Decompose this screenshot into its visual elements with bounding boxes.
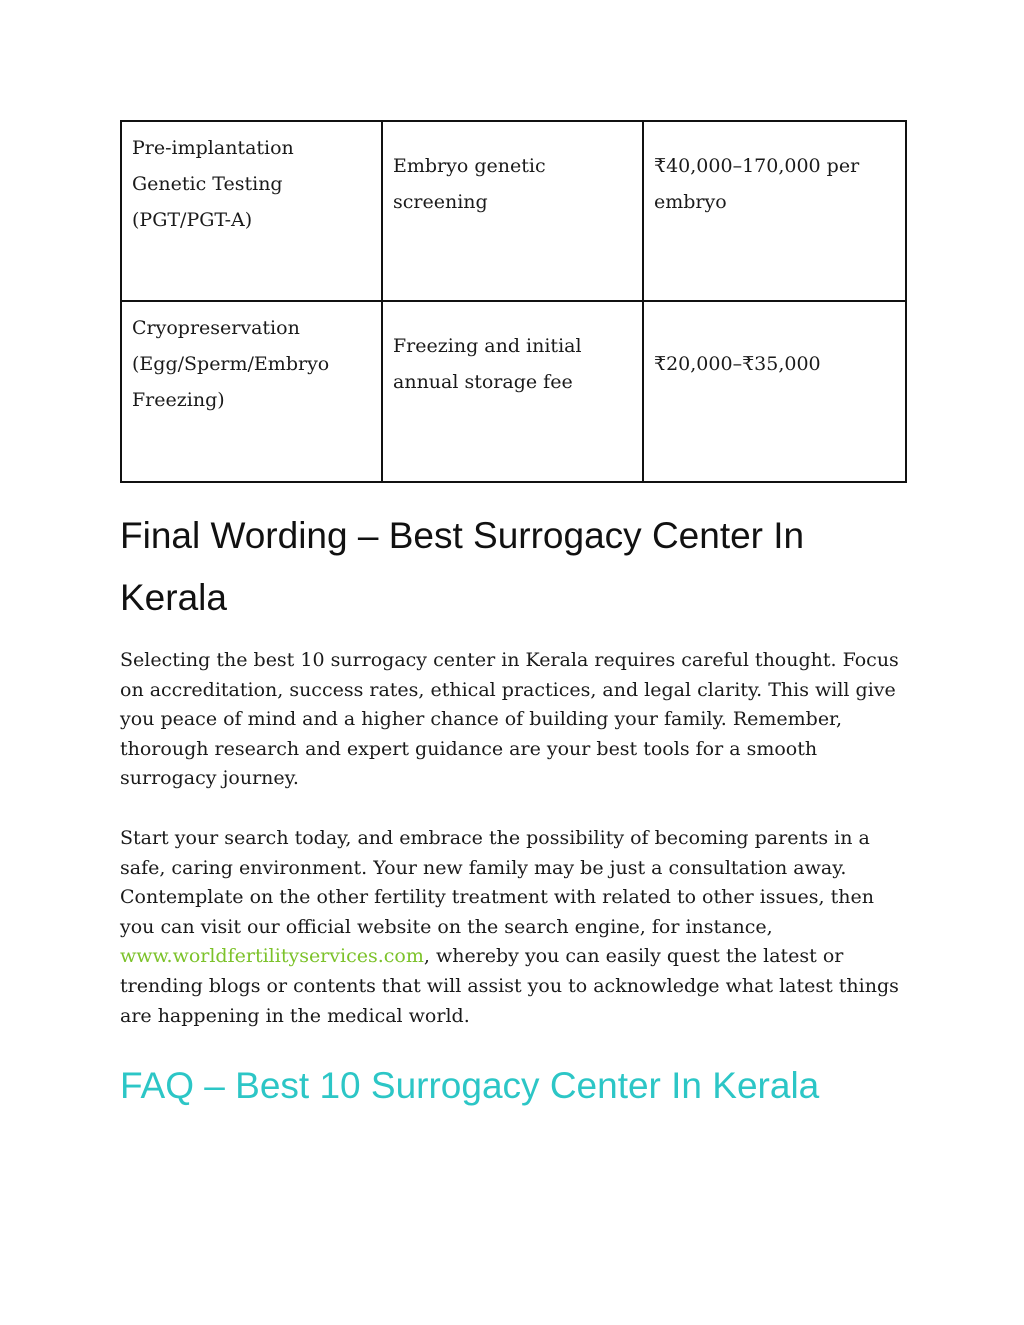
description-cell: Embryo genetic screening — [382, 121, 643, 301]
cost-cell: ₹20,000–₹35,000 — [643, 301, 906, 482]
website-link[interactable]: www.worldfertilityservices.com — [120, 945, 424, 968]
treatment-cell: Cryopreservation (Egg/Sperm/Embryo Freezing) — [121, 301, 382, 482]
final-paragraph-2 — [120, 824, 910, 1031]
paragraph-text: , whereby you can easily quest the latest or trending blogs or contents that will assist you to acknowledge what latest things are happening in the medical world. — [120, 945, 899, 1027]
description-cell: Freezing and initial annual storage fee — [382, 301, 643, 482]
faq-heading: FAQ – Best 10 Surrogacy Center In Kerala — [120, 1065, 820, 1106]
final-wording-heading: Final Wording – Best Surrogacy Center In Kerala — [120, 515, 805, 618]
paragraph-text: Start your search today, and embrace the possibility of becoming parents in a safe, caring environment. Your new family may be just a consultation away. Contemplate on the other fertility treatment with related to other issues, then you can visit our official website on the search engine, for instance, — [120, 827, 874, 938]
final-paragraph-1: Selecting the best 10 surrogacy center in Kerala requires careful thought. Focus on accreditation, success rates, ethical practices, and legal clarity. This will give you peace of mind and a higher chance of building your family. Remember, thorough research and expert guidance are your best tools for a smooth surrogacy journey. — [120, 649, 899, 790]
treatment-cell: Pre-implantation Genetic Testing (PGT/PGT-A) — [121, 121, 382, 301]
cost-table — [120, 120, 907, 483]
table-row — [121, 121, 906, 301]
cost-cell: ₹40,000–170,000 per embryo — [643, 121, 906, 301]
table-row — [121, 301, 906, 482]
